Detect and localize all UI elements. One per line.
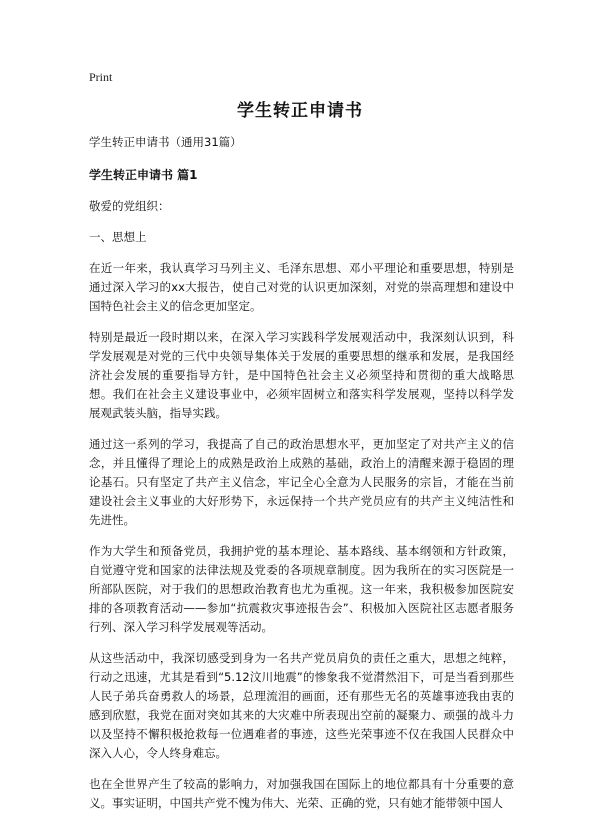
document-body (89, 133, 514, 825)
print-link[interactable]: Print (89, 70, 113, 84)
document-subtitle: 学生转正申请书（通用31篇） (89, 135, 242, 149)
body-paragraph: 从这些活动中，我深切感受到身为一名共产党员肩负的责任之重大，思想之纯粹，行动之迅速，尤其是看到“5.12汶川地震”的惨象我不觉潸然泪下，可是当看到那些人民子弟兵奋勇救人的场景，总理流泪的画面，还有那些无名的英雄事迹我由衷的感到欣慰，我党在面对突如其来的大灾难中所表现出空前的凝聚力、顽强的战斗力以及坚持不懈积极抢救每一位遇难者的事迹，这些光荣事迹不仅在我国人民群众中深入人心，令人终身难忘。 (89, 651, 514, 760)
document-title: 学生转正申请书 (237, 101, 363, 121)
point-heading: 一、思想上 (89, 230, 147, 244)
body-paragraph: 也在全世界产生了较高的影响力，对加强我国在国际上的地位都具有十分重要的意义。事实证明，中国共产党不愧为伟大、光荣、正确的党，只有她才能带领中国人 (89, 777, 514, 810)
body-paragraph: 在近一年来，我认真学习马列主义、毛泽东思想、邓小平理论和重要思想，特别是通过深入学习的xx大报告，使自己对党的认识更加深刻，对党的崇高理想和建设中国特色社会主义的信念更加坚定。 (89, 261, 514, 313)
section-heading: 学生转正申请书 篇1 (89, 168, 198, 182)
body-paragraph: 作为大学生和预备党员，我拥护党的基本理论、基本路线、基本纲领和方针政策，自觉遵守党和国家的法律法规及党委的各项规章制度。因为我所在的实习医院是一所部队医院，对于我们的思想政治教育也尤为重视。这一年来，我积极参加医院安排的各项教育活动——参加“抗震救灾事迹报告会”、积极加入医院社区志愿者服务行列、深入学习科学发展观等活动。 (89, 544, 514, 634)
salutation: 敬爱的党组织： (89, 199, 170, 213)
body-paragraph: 特别是最近一段时期以来，在深入学习实践科学发展观活动中，我深刻认识到，科学发展观是对党的三代中央领导集体关于发展的重要思想的继承和发展，是我国经济社会发展的重要指导方针，是中国特色社会主义必须坚持和贯彻的重大战略思想。我们在社会主义建设事业中，必须牢固树立和落实科学发展观，坚持以科学发展观武装头脑，指导实践。 (89, 330, 514, 420)
body-paragraph: 通过这一系列的学习，我提高了自己的政治思想水平，更加坚定了对共产主义的信念，并且懂得了理论上的成熟是政治上成熟的基础，政治上的清醒来源于稳固的理论基石。只有坚定了共产主义信念，牢记全心全意为人民服务的宗旨，才能在当前建设社会主义事业的大好形势下，永远保持一个共产党员应有的共产主义纯洁性和先进性。 (89, 437, 514, 527)
